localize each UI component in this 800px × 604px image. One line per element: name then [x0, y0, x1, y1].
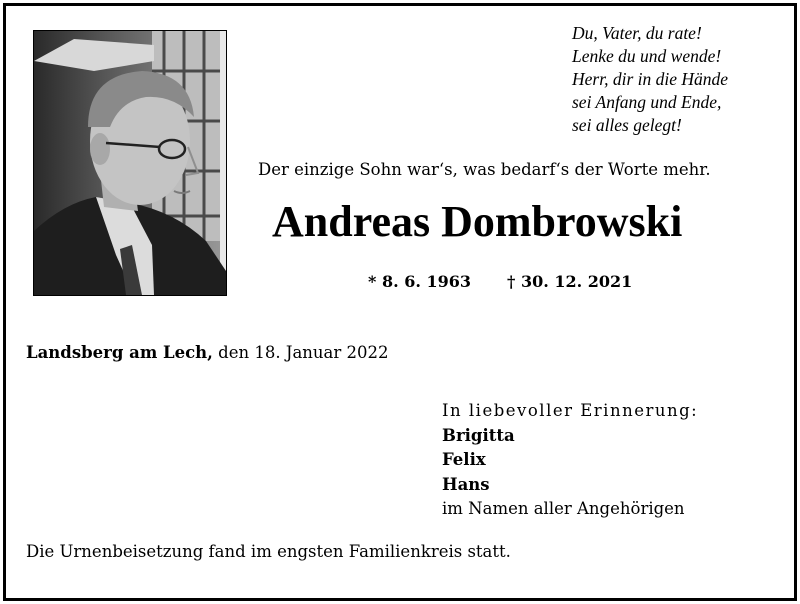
portrait-photo	[33, 30, 227, 296]
date: den 18. Januar 2022	[212, 343, 389, 362]
quote: Der einzige Sohn war‘s, was bedarf‘s der Worte mehr.	[258, 160, 711, 179]
poem	[572, 22, 728, 137]
poem-line: sei alles gelegt!	[572, 115, 682, 135]
mourner-name: Brigitta	[442, 425, 515, 445]
deceased-name: Andreas Dombrowski	[272, 197, 683, 246]
mourners-closing: im Namen aller Angehörigen	[442, 499, 685, 518]
mourners-block	[442, 399, 698, 522]
place: Landsberg am Lech,	[26, 343, 213, 362]
portrait-photo-icon	[34, 31, 226, 295]
death-date: † 30. 12. 2021	[507, 272, 633, 291]
mourner-name: Hans	[442, 474, 490, 494]
mourners-heading: In liebevoller Erinnerung:	[442, 401, 699, 420]
poem-line: Lenke du und wende!	[572, 46, 722, 66]
poem-line: sei Anfang und Ende,	[572, 92, 722, 112]
life-dates	[368, 272, 632, 291]
poem-line: Herr, dir in die Hände	[572, 69, 729, 89]
birth-date: * 8. 6. 1963	[368, 272, 472, 291]
mourner-name: Felix	[442, 450, 486, 469]
poem-line: Du, Vater, du rate!	[572, 23, 702, 43]
funeral-note: Die Urnenbeisetzung fand im engsten Familienkreis statt.	[26, 542, 511, 561]
place-and-date	[26, 343, 389, 362]
